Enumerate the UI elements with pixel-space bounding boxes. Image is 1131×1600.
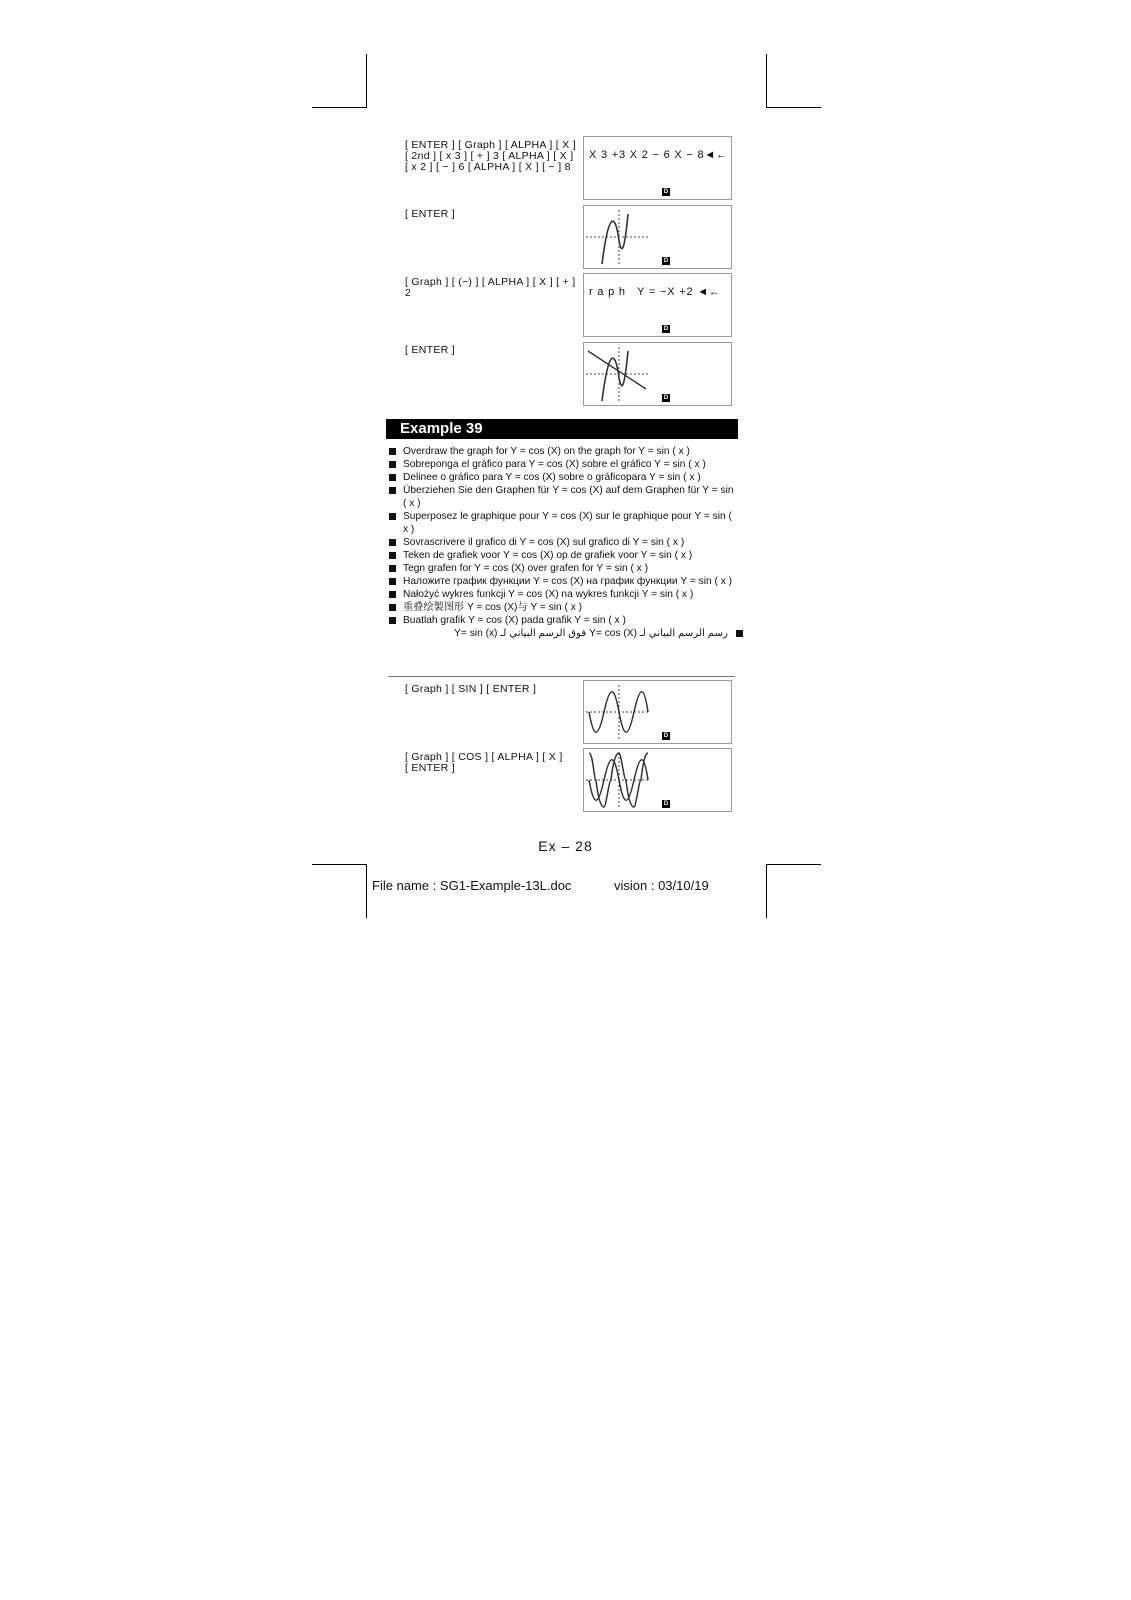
list-item: Nałożyć wykres funkcji Y = cos (X) na wykres funkcji Y = sin ( x ): [388, 588, 738, 601]
bullet-square-icon: [389, 448, 396, 455]
key-line: [ ENTER ]: [405, 344, 455, 356]
list-item: Teken de grafiek voor Y = cos (X) op de grafiek voor Y = sin ( x ): [388, 549, 738, 562]
list-item: Buatlah grafik Y = cos (X) pada grafik Y = sin ( x ): [388, 614, 738, 627]
bullet-square-icon: [389, 604, 396, 611]
degree-indicator: D: [663, 801, 669, 807]
bullet-square-icon: [389, 565, 396, 572]
footer-version: vision : 03/10/19: [614, 878, 709, 893]
crop-mark-bottom-right-v: [766, 864, 767, 918]
list-item: 重叠绘製图形 Y = cos (X)与 Y = sin ( x ): [388, 601, 738, 614]
bullet-square-icon: [389, 617, 396, 624]
calculator-screen-3: [583, 273, 732, 337]
key-line: [ ENTER ]: [405, 762, 455, 774]
list-item: Überziehen Sie den Graphen für Y = cos (X) auf dem Graphen für Y = sin ( x ): [388, 484, 738, 510]
bullet-square-icon: [389, 539, 396, 546]
bullet-square-icon: [389, 552, 396, 559]
crop-mark-top-left-v: [366, 54, 367, 108]
list-item: Delinee o gráfico para Y = cos (X) sobre o gráficopara Y = sin ( x ): [388, 471, 738, 484]
bullet-square-icon: [389, 513, 396, 520]
degree-indicator: D: [663, 326, 669, 332]
bullet-square-icon: [736, 630, 743, 637]
crop-mark-top-right-h: [766, 107, 821, 108]
bullet-square-icon: [389, 578, 396, 585]
degree-indicator: D: [663, 395, 669, 401]
crop-mark-bottom-right-h: [766, 864, 821, 865]
key-line: [ ENTER ] [ Graph ] [ ALPHA ] [ X ]: [405, 139, 576, 151]
crop-mark-bottom-left-h: [312, 864, 367, 865]
calculator-screen-6: [583, 748, 732, 812]
list-item: Sovrascrivere il grafico di Y = cos (X) sul grafico di Y = sin ( x ): [388, 536, 738, 549]
page-number: Ex – 28: [538, 838, 593, 854]
degree-indicator: D: [663, 258, 669, 264]
divider: [388, 676, 735, 677]
example-header: [386, 419, 738, 439]
list-item: Наложите график функции Y = cos (X) на график функции Y = sin ( x ): [388, 575, 738, 588]
degree-indicator: D: [663, 189, 669, 195]
degree-indicator: D: [663, 733, 669, 739]
key-sequence-5: [405, 684, 536, 695]
list-item: رسم الرسم البياني لـ Y= cos (X) فوق الرسم البياني لـ Y= sin (x): [388, 627, 743, 640]
list-item: Sobreponga el gráfico para Y = cos (X) sobre el gráfico Y = sin ( x ): [388, 458, 738, 471]
calculator-screen-5: [583, 680, 732, 744]
key-line: [ Graph ] [ COS ] [ ALPHA ] [ X ]: [405, 751, 563, 763]
calculator-screen-4: [583, 342, 732, 406]
key-sequence-2: [405, 209, 455, 220]
footer-file-name: File name : SG1-Example-13L.doc: [372, 878, 572, 893]
crop-mark-bottom-left-v: [366, 864, 367, 918]
screen-expression: r a p h Y = −X +2 ◄←: [589, 286, 721, 298]
key-line: [ x 2 ] [ − ] 6 [ ALPHA ] [ X ] [ − ] 8: [405, 161, 571, 173]
bullet-square-icon: [389, 461, 396, 468]
key-sequence-1: [405, 140, 576, 173]
calculator-screen-1: [583, 136, 732, 200]
key-line: [ 2nd ] [ x 3 ] [ + ] 3 [ ALPHA ] [ X ]: [405, 150, 574, 162]
sin-graph: [584, 681, 731, 743]
bullet-square-icon: [389, 487, 396, 494]
key-line: 2: [405, 287, 412, 299]
key-line: [ Graph ] [ (−) ] [ ALPHA ] [ X ] [ + ]: [405, 276, 576, 288]
crop-mark-top-right-v: [766, 54, 767, 108]
bullet-square-icon: [389, 474, 396, 481]
example-title: Example 39: [400, 420, 483, 437]
list-item: Superposez le graphique pour Y = cos (X) sur le graphique pour Y = sin ( x ): [388, 510, 738, 536]
bullet-square-icon: [389, 591, 396, 598]
sin-and-cos-graph: [584, 749, 731, 811]
cubic-and-line-graph: [584, 343, 731, 405]
calculator-screen-2: [583, 205, 732, 269]
example-bullet-list: [388, 445, 738, 640]
cubic-graph: [584, 206, 731, 268]
key-sequence-3: [405, 277, 575, 299]
list-item: Tegn grafen for Y = cos (X) over grafen for Y = sin ( x ): [388, 562, 738, 575]
key-line: [ ENTER ]: [405, 208, 455, 220]
key-sequence-6: [405, 752, 563, 774]
key-sequence-4: [405, 345, 455, 356]
crop-mark-top-left-h: [312, 107, 367, 108]
list-item: Overdraw the graph for Y = cos (X) on the graph for Y = sin ( x ): [388, 445, 738, 458]
screen-expression: X 3 +3 X 2 − 6 X − 8◄←: [589, 149, 728, 161]
key-line: [ Graph ] [ SIN ] [ ENTER ]: [405, 683, 537, 695]
